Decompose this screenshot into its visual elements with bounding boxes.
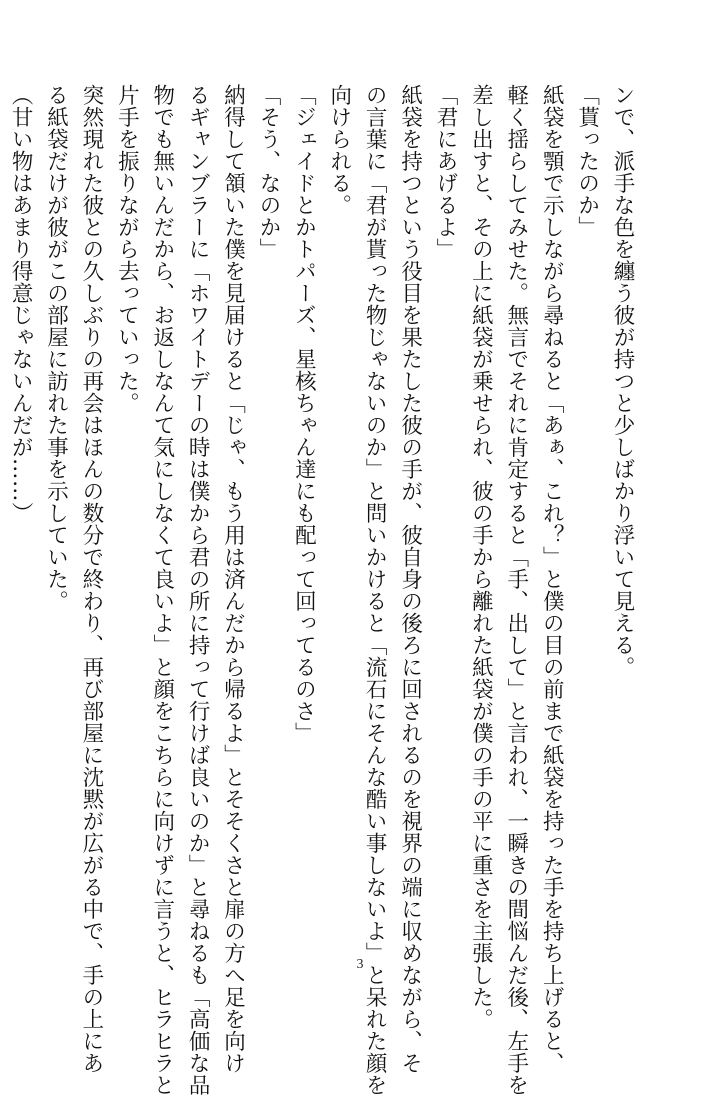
text-line: るギャンブラーに「ホワイトデーの時は僕から君の所に持って行けば良いのか」と尋ねるも「高価な品 bbox=[185, 84, 211, 1096]
text-line: 納得して頷いた僕を見届けると「じゃ、もう用は済んだから帰るよ」とそそくさと扉の方へ足を向け bbox=[220, 84, 246, 1074]
text-line: 物でも無いんだから、お返しなんて気にしなくて良いよ」と顔をこちらに向けずに言うと、ヒラヒラと bbox=[149, 84, 175, 1096]
text-line: 紙袋を持つという役目を果たした彼の手が、彼自身の後ろに回されるのを視界の端に収めながら、そ bbox=[397, 84, 423, 1074]
text-line: 向けられる。 bbox=[326, 84, 352, 216]
text-line: 「そう、なのか」 bbox=[255, 84, 281, 260]
text-line: る紙袋だけが彼がこの部屋に訪れた事を示していた。 bbox=[43, 84, 69, 612]
text-line: 突然現れた彼との久しぶりの再会はほんの数分で終わり、再び部屋に沈黙が広がる中で、手の上にあ bbox=[78, 84, 104, 1074]
text-line: 「貰ったのか」 bbox=[574, 84, 600, 238]
page-number: 3 bbox=[356, 957, 364, 972]
text-line: 「ジェイドとかトパーズ、星核ちゃん達にも配って回ってるのさ」 bbox=[291, 84, 317, 744]
text-line: 片手を振りながら去っていった。 bbox=[114, 84, 140, 414]
text-line: 軽く揺らしてみせた。無言でそれに肯定すると「手、出して」と言われ、一瞬きの間悩んだ後、左手を bbox=[503, 84, 529, 1096]
text-line: （甘い物はあまり得意じゃないんだが……） bbox=[8, 84, 34, 524]
text-line: ンで、派手な色を纏う彼が持つと少しばかり浮いて見える。 bbox=[610, 84, 635, 678]
text-line: 紙袋を顎で示しながら尋ねると「あぁ、これ？」と僕の目の前まで紙袋を持った手を持ち上げると、 bbox=[539, 84, 565, 1074]
text-line: 「君にあげるよ」 bbox=[432, 84, 458, 260]
vertical-text-body bbox=[8, 84, 640, 1096]
text-line: の言葉に「君が貰った物じゃないのか」と問いかけると「流石にそんな酷い事しないよ」と呆れた顔を bbox=[362, 84, 388, 1096]
text-line: 差し出すと、その上に紙袋が乗せられ、彼の手から離れた紙袋が僕の手の平に重さを主張した。 bbox=[468, 84, 494, 1030]
